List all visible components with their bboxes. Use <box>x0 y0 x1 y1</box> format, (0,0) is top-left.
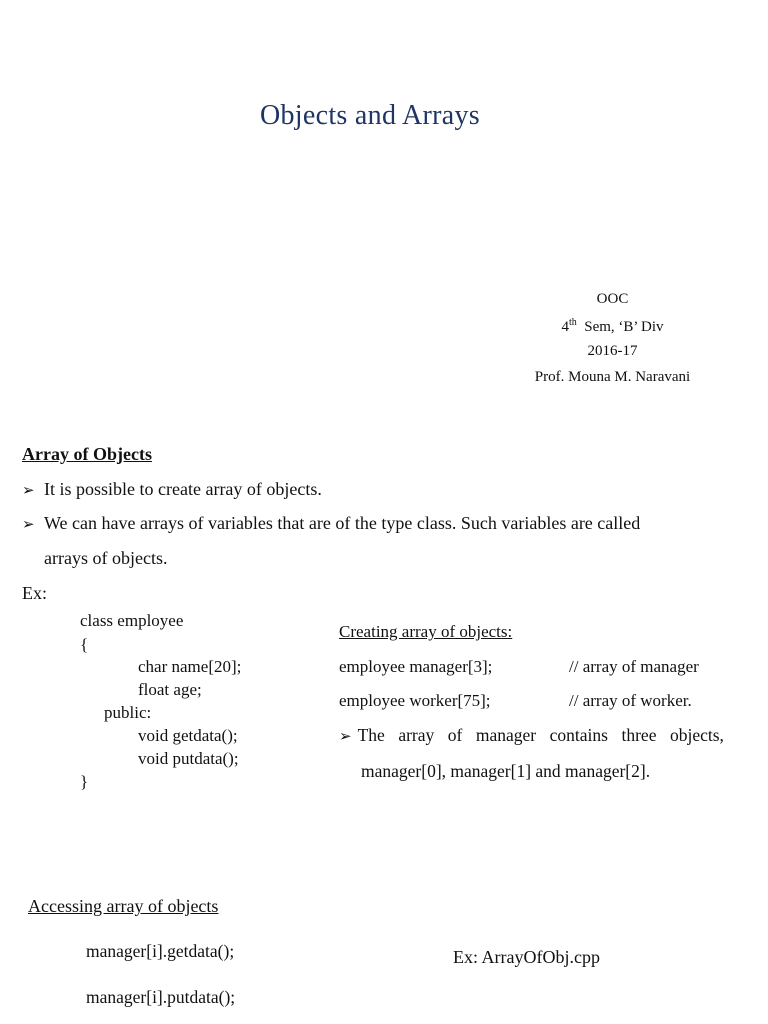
semester-suffix: th <box>568 317 577 328</box>
code-line: float age; <box>138 680 202 699</box>
arrow-bullet-icon: ➢ <box>339 727 352 745</box>
professor-name: Prof. Mouna M. Naravani <box>534 369 691 385</box>
declaration-comment: // array of worker. <box>569 691 692 710</box>
code-line: void getdata(); <box>138 726 238 745</box>
manager-bullet-word: three <box>621 725 657 745</box>
access-code-line: manager[i].putdata(); <box>86 987 236 1007</box>
semester-info <box>520 317 705 336</box>
code-line: class employee <box>80 611 184 630</box>
creating-heading: Creating array of objects: <box>339 622 513 641</box>
example-label: Ex: <box>22 583 47 603</box>
arrow-bullet-icon: ➢ <box>22 515 35 533</box>
code-line: { <box>80 635 89 654</box>
code-line: char name[20]; <box>138 657 242 676</box>
manager-bullet-word: objects, <box>669 725 724 745</box>
academic-year: 2016-17 <box>587 343 638 359</box>
code-line: } <box>80 772 89 791</box>
manager-bullet-word: contains <box>549 725 608 745</box>
arrow-bullet-icon: ➢ <box>22 481 35 499</box>
code-line: public: <box>104 703 152 722</box>
example-file-reference: Ex: ArrayOfObj.cpp <box>453 947 600 967</box>
declaration-code: employee worker[75]; <box>339 691 491 710</box>
manager-bullet-word: of <box>447 725 463 745</box>
declaration-comment: // array of manager <box>569 657 699 676</box>
manager-bullet-word: array <box>398 725 435 745</box>
course-name: OOC <box>596 291 629 307</box>
manager-bullet <box>339 725 724 746</box>
access-code-line: manager[i].getdata(); <box>86 941 235 961</box>
bullet-text: We can have arrays of variables that are of the type class. Such variables are called <box>44 513 641 533</box>
bullet-item <box>22 479 322 500</box>
manager-bullet-word: ➢ The <box>339 725 385 745</box>
semester-number: 4 <box>561 319 569 335</box>
code-line: void putdata(); <box>138 749 239 768</box>
manager-bullet-word: manager <box>475 725 537 745</box>
semester-division: Sem, ‘B’ Div <box>584 319 664 335</box>
bullet-text: It is possible to create array of objects. <box>44 479 322 499</box>
accessing-heading: Accessing array of objects <box>28 896 219 916</box>
bullet-continuation: arrays of objects. <box>44 548 168 568</box>
manager-bullet-continuation: manager[0], manager[1] and manager[2]. <box>361 761 651 781</box>
bullet-item <box>22 513 640 534</box>
page-title: Objects and Arrays <box>259 100 480 131</box>
section-heading-array-of-objects: Array of Objects <box>22 444 152 464</box>
declaration-code: employee manager[3]; <box>339 657 493 676</box>
